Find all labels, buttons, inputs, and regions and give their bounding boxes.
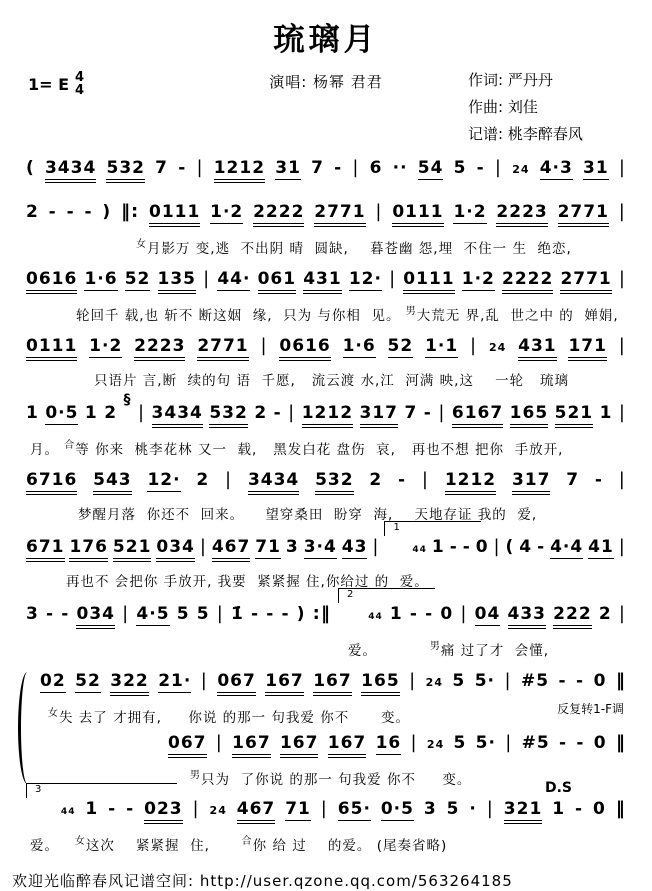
notation-row-5 [26, 392, 626, 469]
song-meta [0, 65, 652, 153]
system-brace [18, 672, 33, 784]
notes-line: 6716 543 12· 2 | 3434 532 2 - | 1212 317 7 - | [26, 469, 626, 499]
repeat-transpose-note: 反复转1-F调 [557, 702, 624, 716]
lyrics-line: 再也不 会把你 手放开, 我要 紧紧握 住,你给过 的 爱。 [66, 574, 429, 590]
composer-credit: 作曲: 刘佳 [468, 98, 538, 116]
lyrics-line: 爱。 $^女$这次 紧紧握 住, $^合$你 给 过 的爱。 (尾奏省略) [30, 836, 448, 854]
notes-line: ( 3434 532 7 - | 1212 31 7 - | 6 ·· 54 5 - | 24 4·3 31 | [26, 157, 626, 187]
lyricist-credit: 作词: 严丹丹 [468, 71, 553, 89]
notation-row-3 [26, 268, 626, 335]
key-label: 1= E [28, 74, 70, 94]
lyrics-line: 只语片 言,断 续的句 语 千愿, 流云渡 水,江 河满 映,这 一轮 琉璃 [94, 373, 569, 389]
score-body [0, 153, 652, 864]
notes-line: 067 | 167 167 167 16 | 24 5 5· | #5 - - 0 ‖ [40, 732, 626, 762]
notation-row-2 [26, 201, 626, 268]
notation-row-6 [26, 469, 626, 536]
dal-segno-mark: D.S [544, 780, 572, 796]
lyrics-line: $^男$只为 了你说 的那一 句我爱 你不 变。 [190, 770, 472, 788]
time-signature [75, 71, 84, 97]
notes-line: 0111 1·2 2223 2771 | 0616 1·6 52 1·1 | 24 431 171 | [26, 335, 626, 365]
lyrics-line: 梦醒月落 你还不 回来。 望穿桑田 盼穿 海, 天地存证 我的 爱, [78, 507, 538, 523]
notes-line: 2 - - - ) ‖: 0111 1·2 2222 2771 | 0111 1·2 2223 2771 | [26, 201, 626, 231]
notes-line: 02 52 322 21· | 067 167 167 165 | 24 5 5· | #5 - - 0 ‖ [40, 670, 626, 700]
footer-text: 欢迎光临醉春风记谱空间: http://user.qzone.qq.com/563264185 [12, 872, 513, 890]
song-title: 琉璃月 [273, 22, 379, 58]
credits-block [468, 67, 583, 148]
notes-line: 671 176 521 034 | 467 71 3 3·4 43 | 1 44 1 - - 0 | ( 4 - 4·4 41 | [26, 536, 626, 566]
lyrics-line: 月。 $^合$等 你来 桃李花林 又一 载, 黑发白花 盘伤 哀, 再也不想 把你 手放开, [30, 440, 564, 458]
notes-line: 0616 1·6 52 135 | 44· 061 431 12· | 0111 1·2 2222 2771 | [26, 268, 626, 298]
duet-system [26, 670, 626, 798]
notator-credit: 记谱: 桃李醉春风 [468, 125, 583, 143]
lyrics-line: 轮回千 载,也 斩不 断这姻 缘, 只为 与你相 见。 $^男$大荒无 界,乱 世之中 的 婵娟, [76, 306, 619, 324]
notation-row-4 [26, 335, 626, 402]
notation-row-9 [40, 670, 626, 732]
notes-line: 1 0·5 1 2 § | 3434 532 2 - | 1212 317 7 - | 6167 165 521 1 | [26, 402, 626, 432]
lyrics-line: $^女$月影万 变,逃 不出阴 晴 圆缺, 暮苍幽 怨,埋 不住一 生 绝恋, [136, 239, 572, 257]
notes-line: 3 44 1 - - 023 | 24 467 71 | 65· 0·5 3 5 · | 321 1 - 0 ‖ [26, 798, 626, 828]
meter-numerator: 4 [75, 70, 85, 85]
meter-denominator: 4 [75, 83, 85, 98]
lyrics-line: $^女$失 去了 才拥有, 你说 的那一 句我爱 你不 变。 [48, 708, 410, 726]
notation-row-1 [26, 157, 626, 201]
notation-row-8 [26, 589, 626, 670]
performer-credit: 演唱: 杨幂 君君 [269, 73, 383, 91]
key-signature [28, 71, 84, 97]
notation-row-7 [26, 522, 626, 603]
notes-line: 3 - - 034 | 4·5 5 5 | 1̇ - - - ) :‖ 2 44 1 - - 0 | 04 433 222 2 | [26, 603, 626, 633]
lyrics-line: 爱。 $^男$痛 过了才 会懂, [348, 641, 550, 659]
